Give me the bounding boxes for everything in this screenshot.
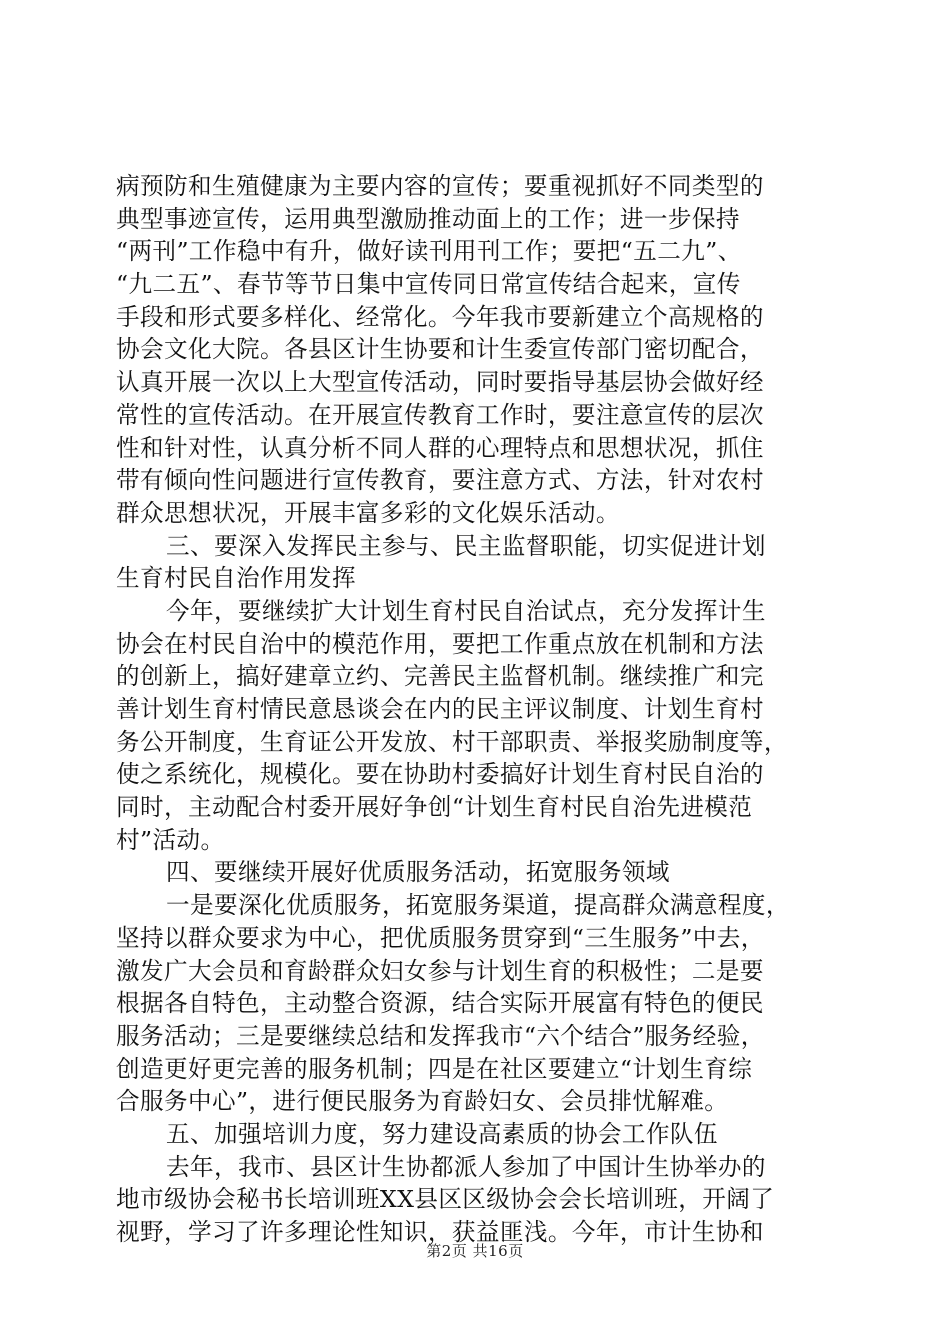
paragraph-line: 创造更好更完善的服务机制；四是在社区要建立“计划生育综 [116,1054,753,1083]
paragraph-line: 常性的宣传活动。在开展宣传教育工作时，要注意宣传的层次 [116,400,764,429]
paragraph-line-indented: 三、要深入发挥民主参与、民主监督职能，切实促进计划 [166,531,766,560]
paragraph-line: 生育村民自治作用发挥 [116,564,356,593]
paragraph-line: 性和针对性，认真分析不同人群的心理特点和思想状况，抓住 [116,433,764,462]
paragraph-line: 善计划生育村情民意恳谈会在内的民主评议制度、计划生育村 [116,695,764,723]
paragraph-line: 带有倾向性问题进行宣传教育，要注意方式、方法，针对农村 [116,466,764,495]
paragraph-line: 典型事迹宣传，运用典型激励推动面上的工作；进一步保持 [116,204,740,233]
paragraph-line: 根据各自特色，主动整合资源，结合实际开展富有特色的便民 [116,989,764,1018]
paragraph-line: 视野，学习了许多理论性知识，获益匪浅。今年，市计生协和 [116,1218,764,1246]
paragraph-line: 使之系统化，规模化。要在协助村委搞好计划生育村民自治的 [116,760,764,789]
paragraph-line: “两刊”工作稳中有升，做好读刊用刊工作；要把“五二九”、 [116,237,742,266]
paragraph-line: 激发广大会员和育龄群众妇女参与计划生育的积极性；二是要 [116,956,764,985]
paragraph-line: “九二五”、春节等节日集中宣传同日常宣传结合起来，宣传 [116,270,741,299]
paragraph-line: 村”活动。 [116,825,225,854]
page-number-footer: 第2页 共16页 [426,1242,524,1260]
paragraph-line: 群众思想状况，开展丰富多彩的文化娱乐活动。 [116,498,620,527]
paragraph-line-indented: 五、加强培训力度，努力建设高素质的协会工作队伍 [166,1119,718,1148]
paragraph-line: 病预防和生殖健康为主要内容的宣传；要重视抓好不同类型的 [116,172,764,200]
document-body [116,170,836,1249]
paragraph-line: 务公开制度，生育证公开发放、村干部职责、举报奖励制度等， [116,727,788,756]
paragraph-line-indented: 今年，要继续扩大计划生育村民自治试点，充分发挥计生 [166,596,766,625]
paragraph-line: 合服务中心”，进行便民服务为育龄妇女、会员排忧解难。 [116,1087,729,1116]
paragraph-line-indented: 去年，我市、县区计生协都派人参加了中国计生协举办的 [166,1152,766,1181]
paragraph-line: 同时，主动配合村委开展好争创“计划生育村民自治先进模范 [116,793,753,822]
paragraph-line: 认真开展一次以上大型宣传活动，同时要指导基层协会做好经 [116,368,764,397]
paragraph-line: 协会文化大院。各县区计生协要和计生委宣传部门密切配合， [116,335,764,364]
paragraph-line: 服务活动；三是要继续总结和发挥我市“六个结合”服务经验， [116,1021,765,1050]
paragraph-line-indented: 一是要深化优质服务，拓宽服务渠道，提高群众满意程度， [166,891,790,920]
paragraph-line: 手段和形式要多样化、经常化。今年我市要新建立个高规格的 [116,302,764,331]
paragraph-line-indented: 四、要继续开展好优质服务活动，拓宽服务领域 [166,858,670,887]
paragraph-line: 的创新上，搞好建章立约、完善民主监督机制。继续推广和完 [116,662,764,691]
paragraph-line: 坚持以群众要求为中心，把优质服务贯穿到“三生服务”中去， [116,923,765,952]
paragraph-line: 协会在村民自治中的模范作用，要把工作重点放在机制和方法 [116,629,764,658]
paragraph-line: 地市级协会秘书长培训班XX县区区级协会会长培训班，开阔了 [116,1185,775,1214]
